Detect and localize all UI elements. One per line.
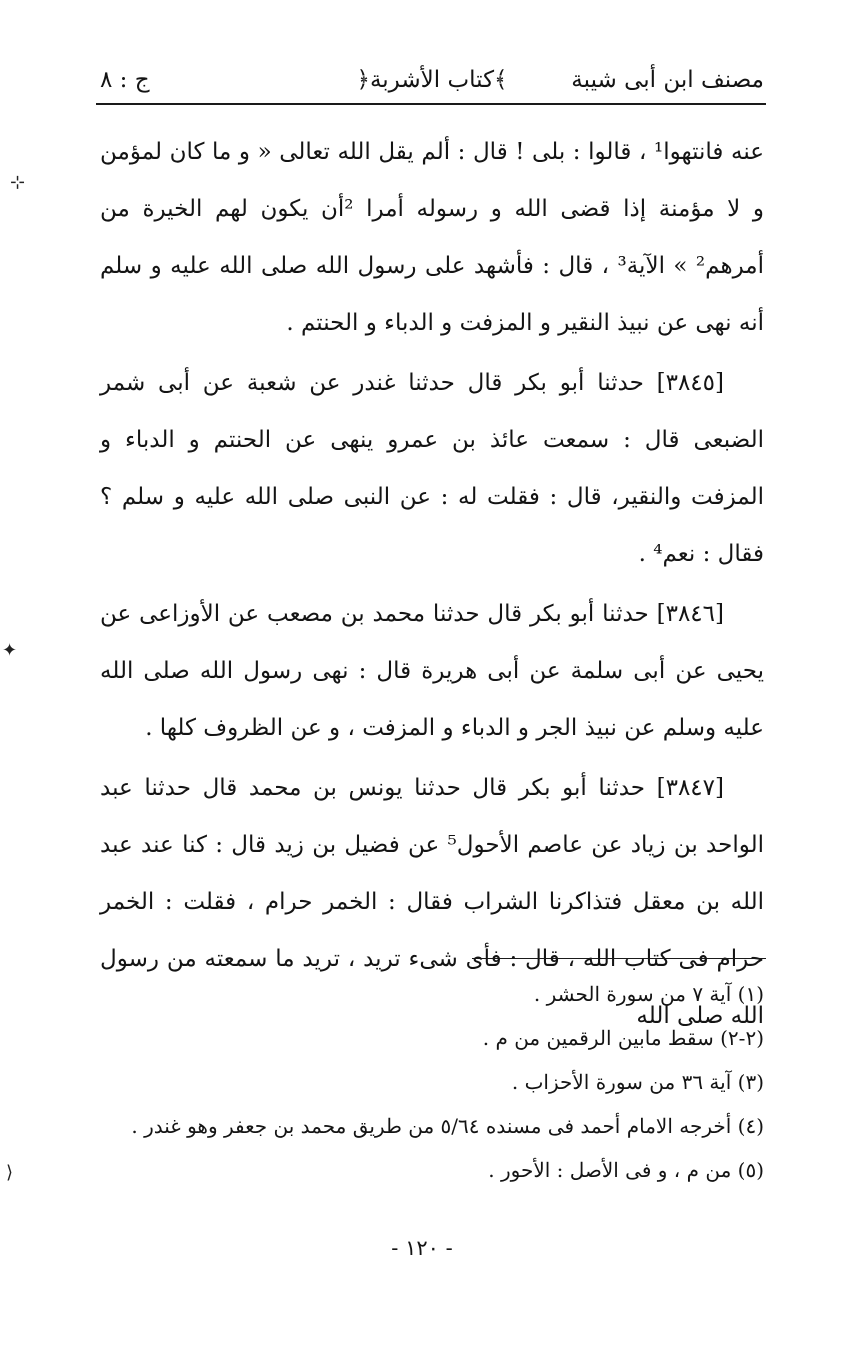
header-divider <box>96 103 766 105</box>
footnote-2: (٢-٢) سقط مابين الرقمين من م . <box>482 1026 764 1050</box>
footnote-divider <box>472 958 766 959</box>
book-title: مصنف ابن أبى شيبة <box>571 67 764 93</box>
hadith-3846: [٣٨٤٦] حدثنا أبو بكر قال حدثنا محمد بن مصعب عن الأوزاعى عن يحيى عن أبى سلمة عن أبى هريرة قال : نهى رسول الله صلى الله عليه وسلم عن نبيذ الجر و الدباء و المزفت ، و عن الظروف كلها . <box>100 601 764 741</box>
page-header <box>100 58 764 102</box>
volume-number: ج : ٨ <box>100 67 150 93</box>
paragraph-continuation: عنه فانتهوا¹ ، قالوا : بلى ! قال : ألم يقل الله تعالى « و ما كان لمؤمن و لا مؤمنة إذا قضى الله و رسوله أمرا ²أن يكون لهم الخيرة من أمرهم² » الآية³ ، قال : فأشهد على رسول الله صلى الله عليه و سلم أنه نهى عن نبيذ النقير و المزفت و الدباء و الحنتم . <box>100 139 764 336</box>
margin-mark-icon: ✦ <box>2 640 18 661</box>
margin-mark-icon: ⊹ <box>10 172 26 193</box>
section-title: ﴿كتاب الأشربة﴾ <box>356 67 508 93</box>
footnote-3: (٣) آية ٣٦ من سورة الأحزاب . <box>511 1070 764 1094</box>
footnote-1: (١) آية ٧ من سورة الحشر . <box>533 982 764 1006</box>
margin-mark-icon: ⟩ <box>6 1162 14 1183</box>
footnote-4: (٤) أخرجه الامام أحمد فى مسنده ٥/٦٤ من طريق محمد بن جعفر وهو غندر . <box>131 1114 764 1138</box>
main-text <box>100 124 764 1048</box>
footnotes <box>100 972 764 1192</box>
hadith-3847: [٣٨٤٧] حدثنا أبو بكر قال حدثنا يونس بن محمد قال حدثنا عبد الواحد بن زياد عن عاصم الأحول⁵ عن فضيل بن زيد قال : كنا عند عبد الله بن معقل فتذاكرنا الشراب فقال : الخمر حرام ، فقلت : الخمر حرام فى كتاب الله ، قال : فأى شىء تريد ، تريد ما سمعته من رسول الله صلى الله <box>100 775 764 1029</box>
hadith-3845: [٣٨٤٥] حدثنا أبو بكر قال حدثنا غندر عن شعبة عن أبى شمر الضبعى قال : سمعت عائذ بن عمرو ينهى عن الحنتم و الدباء و المزفت والنقير، قال : فقلت له : عن النبى صلى الله عليه و سلم ؟ فقال : نعم⁴ . <box>100 370 764 567</box>
page-number: - ١٢٠ - <box>391 1236 453 1260</box>
footnote-5: (٥) من م ، و فى الأصل : الأحور . <box>488 1158 764 1182</box>
